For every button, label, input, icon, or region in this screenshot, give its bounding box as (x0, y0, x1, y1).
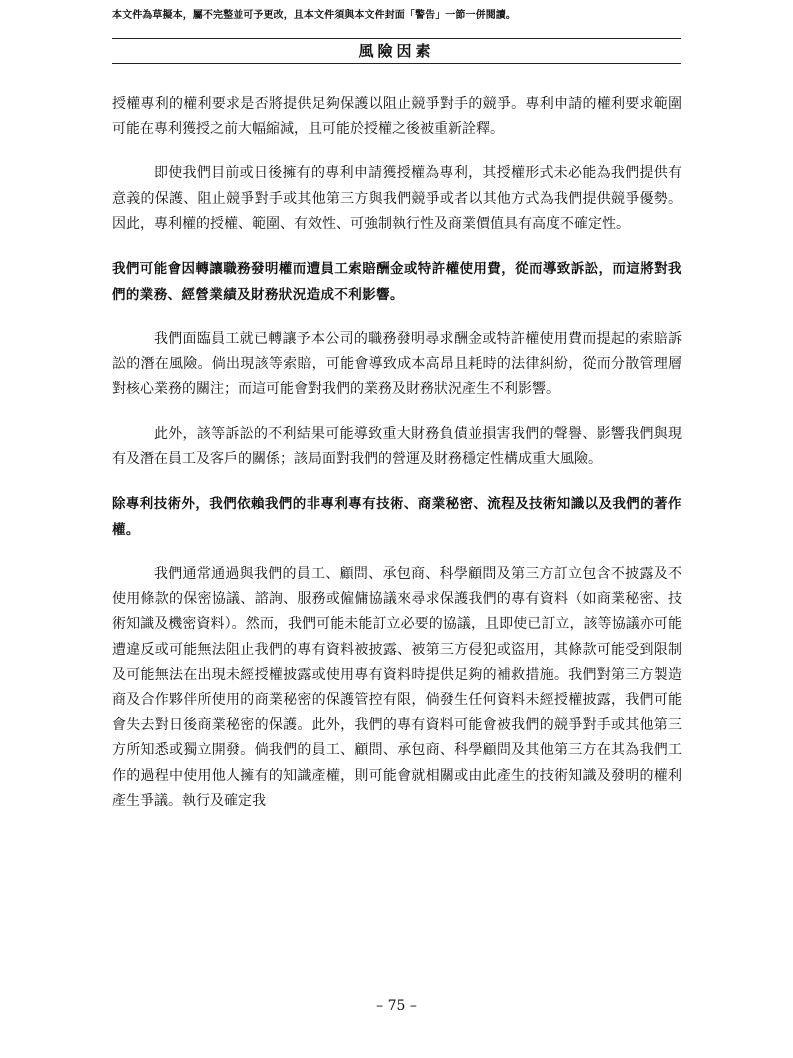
risk-heading-2: 除專利技術外，我們依賴我們的非專利專有技術、商業秘密、流程及技術知識以及我們的著作權。 (112, 496, 682, 539)
body-content (112, 92, 682, 814)
paragraph-1: 授權專利的權利要求是否將提供足夠保護以阻止競爭對手的競爭。專利申請的權利要求範圍可能在專利獲授之前大幅縮減，且可能於授權之後被重新詮釋。 (112, 96, 682, 138)
risk-heading-1: 我們可能會因轉讓職務發明權而遭員工索賠酬金或特許權使用費，從而導致訴訟，而這將對我們的業務、經營業績及財務狀況造成不利影響。 (112, 261, 682, 304)
draft-notice: 本文件為草擬本，屬不完整並可予更改，且本文件須與本文件封面「警告」一節一併閱讀。 (112, 10, 516, 21)
section-title: 風險因素 (358, 42, 435, 60)
paragraph-4: 此外，該等訴訟的不利結果可能導致重大財務負債並損害我們的聲譽、影響我們與現有及潛在員工及客戶的關係；該局面對我們的營運及財務穩定性構成重大風險。 (112, 425, 682, 467)
paragraph-5: 我們通常通過與我們的員工、顧問、承包商、科學顧問及第三方訂立包含不披露及不使用條款的保密協議、諮詢、服務或僱傭協議來尋求保護我們的專有資料（如商業秘密、技術知識及機密資料）。然而，我們可能未能訂立必要的協議，且即使已訂立，該等協議亦可能遭違反或可能無法阻止我們的專有資料被披露、被第三方侵犯或盜用，其條款可能受到限制及可能無法在出現未經授權披露或使用專有資料時提供足夠的補救措施。我們對第三方製造商及合作夥伴所使用的商業秘密的保護管控有限，倘發生任何資料未經授權披露，我們可能會失去對日後商業秘密的保護。此外，我們的專有資料可能會被我們的競爭對手或其他第三方所知悉或獨立開發。倘我們的員工、顧問、承包商、科學顧問及其他第三方在其為我們工作的過程中使用他人擁有的知識產權，則可能會就相關或由此產生的技術知識及發明的權利產生爭議。執行及確定我 (112, 566, 682, 809)
header-rule-bottom (112, 63, 681, 64)
page-number: – 75 – (376, 998, 417, 1014)
header-rule-top (112, 38, 681, 39)
paragraph-2: 即使我們目前或日後擁有的專利申請獲授權為專利，其授權形式未必能為我們提供有意義的保護、阻止競爭對手或其他第三方與我們競爭或者以其他方式為我們提供競爭優勢。因此，專利權的授權、範圍、有效性、可強制執行性及商業價值具有高度不確定性。 (112, 165, 682, 232)
paragraph-3: 我們面臨員工就已轉讓予本公司的職務發明尋求酬金或特許權使用費而提起的索賠訴訟的潛在風險。倘出現該等索賠，可能會導致成本高昂且耗時的法律糾紛，從而分散管理層對核心業務的關注；而這可能會對我們的業務及財務狀況產生不利影響。 (112, 331, 682, 398)
